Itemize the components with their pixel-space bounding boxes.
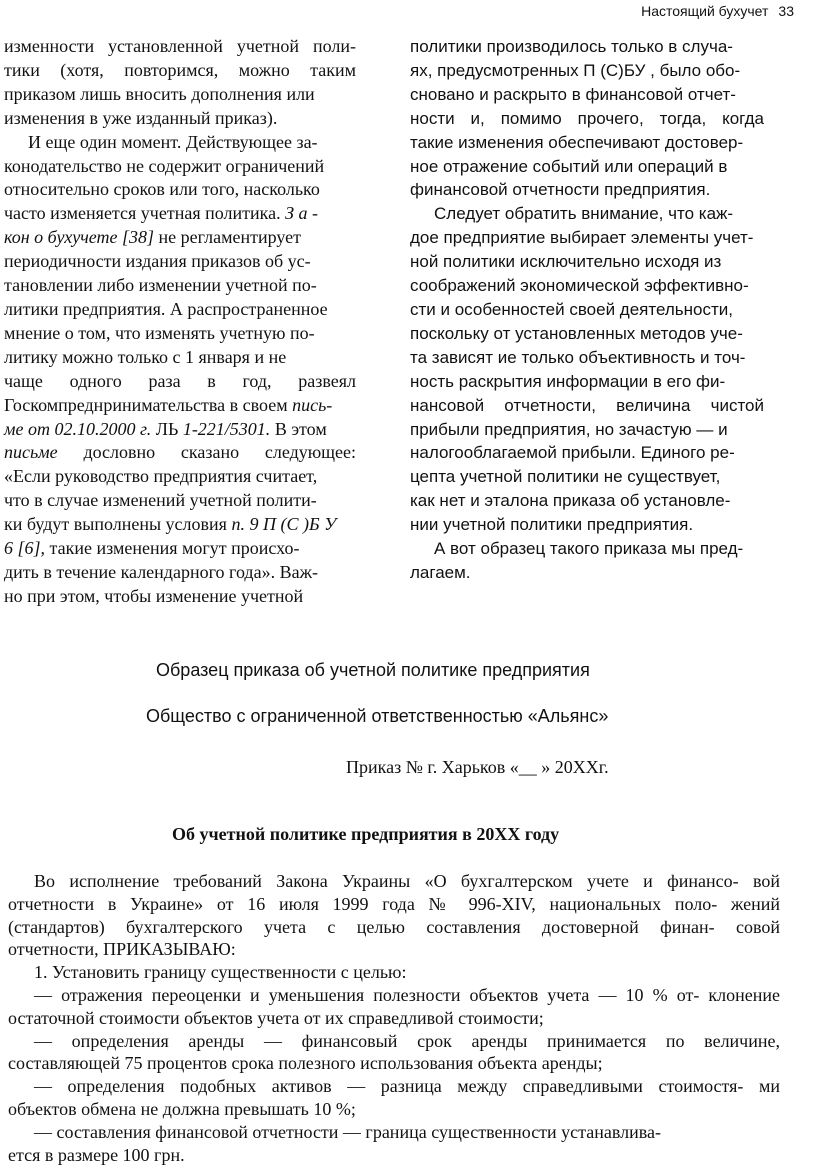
text-line: периодичности издания приказов об ус- [4, 251, 311, 272]
text-line: поскольку от установленных методов уче- [410, 323, 743, 343]
letter-reference: письме [4, 442, 58, 463]
text-line: дое предприятие выбирает элементы учет- [410, 228, 754, 248]
text-fragment: В этом [274, 418, 327, 439]
running-header [641, 0, 794, 22]
order-line-text: составляющей 75 процентов срока полезного использования объекта аренды; [8, 1053, 603, 1074]
text-line: ной политики исключительно исходя из [410, 252, 722, 272]
text-line: конодательство не содержит ограничений [4, 155, 325, 176]
text-fragment: дословно сказано следующее: [83, 442, 357, 463]
text-line: лагаем. [410, 562, 471, 582]
text-line: ности и, помимо прочего, тогда, когда [410, 108, 764, 128]
text-line [4, 226, 356, 250]
order-line-text: — определения подобных активов — разница между справедливыми стоимостя- ми [34, 1076, 780, 1097]
letter-number: 1-221/5301. [182, 418, 271, 439]
running-header-title: Настоящий бухучет [641, 3, 769, 19]
order-line-text: отчетности, ПРИКАЗЫВАЮ: [8, 939, 236, 960]
left-column [4, 35, 356, 609]
sample-title: Образец приказа об учетной политике предприятия [156, 660, 590, 680]
text-line: А вот образец такого приказа мы пред- [434, 539, 744, 559]
text-line: чаще одного раза в год, развеял [4, 370, 356, 391]
text-fragment: такие изменения могут происхо- [49, 538, 300, 559]
text-line [4, 513, 356, 537]
order-line-text: — определения аренды — финансовый срок аренды принимается по величине, [34, 1030, 780, 1051]
text-line: мнение о том, что изменять учетную по- [4, 322, 315, 343]
text-line [4, 394, 356, 418]
standard-reference: п. 9 П (С )Б У [231, 514, 337, 535]
text-fragment: Госкомпреднринимательства в своем [4, 394, 288, 415]
text-line: та зависят ие только объективность и точ- [410, 347, 746, 367]
text-line: изменности установленной учетной поли- [4, 36, 356, 56]
standard-reference: 6 [6], [4, 538, 46, 559]
order-line-text: — отражения переоценки и уменьшения полезности объектов учета — 10 % от- клонение [34, 984, 780, 1005]
right-column [410, 35, 764, 585]
text-line [4, 418, 356, 442]
order-line-text: объектов обмена не должна превышать 10 %; [8, 1098, 356, 1119]
order-heading: Об учетной политике предприятия в 20XX году [172, 824, 560, 844]
text-line: литики предприятия. А распространенное [4, 298, 328, 319]
text-line: «Если руководство предприятия считает, [4, 466, 318, 487]
text-line: цепта учетной политики не существует, [410, 467, 721, 487]
text-line: налогооблагаемой прибыли. Единого ре- [410, 443, 735, 463]
text-line: прибыли предприятия, но зачастую — и [410, 419, 728, 439]
text-fragment: часто изменяется учетная политика. [4, 203, 281, 224]
text-line: литику можно только с 1 января и не [4, 346, 287, 367]
company-name: Общество с ограниченной ответственностью «Альянс» [146, 706, 609, 726]
order-line-text: Во исполнение требований Закона Украины «О бухгалтерском учете и финансо- вой [34, 871, 780, 891]
order-line-text: 1. Установить границу существенности с целью: [34, 962, 407, 983]
text-line [4, 202, 356, 226]
order-line-text: отчетности в Украине» от 16 июля 1999 года № 996-XIV, национальных поло- жений [8, 893, 780, 914]
text-line: сти и особенностей своей деятельности, [410, 299, 733, 319]
order-line-text: — составления финансовой отчетности — граница существенности устанавлива- [34, 1121, 661, 1142]
text-line: ях, предусмотренных П (С)БУ , было обо- [410, 60, 741, 80]
text-line: нансовой отчетности, величина чистой [410, 395, 764, 415]
order-line-text: остаточной стоимости объектов учета от их справедливой стоимости; [8, 1007, 544, 1028]
law-reference: кон о бухучете [38] [4, 227, 155, 248]
text-fragment: ЛЬ [155, 418, 179, 439]
text-line: И еще один момент. Действующее за- [28, 131, 318, 152]
text-line: дить в течение календарного года». Важ- [4, 561, 318, 582]
order-body [8, 870, 780, 1166]
text-line: изменения в уже изданный приказ). [4, 107, 278, 128]
text-line [4, 537, 356, 561]
text-line [4, 441, 356, 465]
text-line: тики (хотя, повторимся, можно таким [4, 59, 356, 80]
text-line: ное отражение событий или операций в [410, 156, 728, 176]
law-reference: З а - [285, 203, 318, 224]
text-line: сновано и раскрыто в финансовой отчет- [410, 84, 736, 104]
text-line: Следует обратить внимание, что каж- [434, 204, 734, 224]
text-fragment: не регламентирует [158, 227, 301, 248]
order-line-text: ется в размере 100 грн. [8, 1144, 185, 1165]
text-line: нии учетной политики предприятия. [410, 515, 694, 535]
text-line: но при этом, чтобы изменение учетной [4, 585, 304, 606]
letter-reference: пись- [292, 394, 333, 415]
text-line: политики производилось только в случа- [410, 37, 733, 56]
text-line: относительно сроков или того, насколько [4, 179, 320, 200]
text-line: что в случае изменений учетной полити- [4, 490, 317, 511]
text-line: ность раскрытия информации в его фи- [410, 371, 726, 391]
text-line: приказом лишь вносить дополнения или [4, 83, 315, 104]
text-line: соображений экономической эффективно- [410, 276, 749, 296]
text-line: как нет и эталона приказа об установле- [410, 491, 731, 511]
order-line-text: (стандартов) бухгалтерского учета с целью составления достоверной финан- совой [8, 916, 780, 937]
text-line: тановлении либо изменении учетной по- [4, 275, 317, 296]
text-line: такие изменения обеспечивают достовер- [410, 132, 744, 152]
page-number: 33 [778, 3, 794, 19]
letter-reference: ме от 02.10.2000 г. [4, 418, 152, 439]
text-fragment: ки будут выполнены условия [4, 514, 227, 535]
order-line: Приказ № г. Харьков «__ » 20XXг. [346, 757, 609, 777]
text-line: финансовой отчетности предприятия. [410, 180, 711, 200]
